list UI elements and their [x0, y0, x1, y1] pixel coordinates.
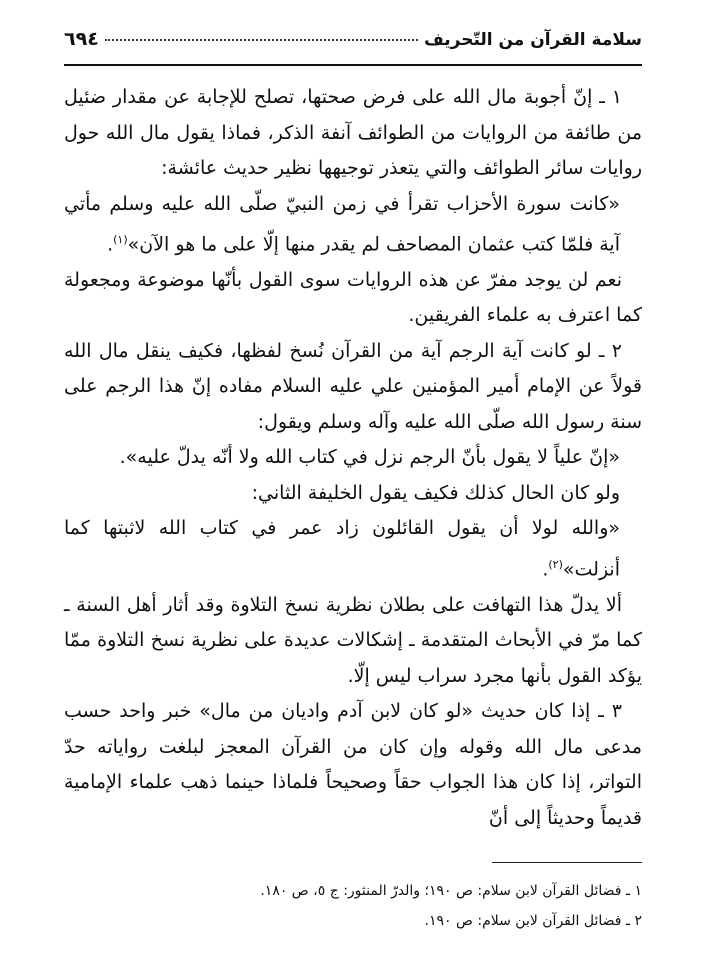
footnote-marker: (٢)	[548, 557, 563, 571]
paragraph-text: ولو كان الحال كذلك فكيف يقول الخليفة الثاني:	[251, 481, 620, 504]
paragraph	[64, 334, 642, 441]
page-number: ٦٩٤	[64, 28, 99, 50]
paragraph-text: «والله لولا أن يقول القائلون زاد عمر في كتاب الله لاثبتها كما أنزلت»	[64, 517, 620, 581]
footnote: ١ ـ فضائل القرآن لابن سلام: ص ١٩٠؛ والدرّ المنثور: ج ٥، ص ١٨٠.	[260, 883, 642, 899]
running-header	[64, 28, 642, 58]
running-title: سلامة القرآن من التّحريف	[423, 30, 642, 50]
paragraph-text: نعم لن يوجد مفرّ عن هذه الروايات سوى القول بأنّها موضوعة ومجعولة كما اعترف به علماء الفريقين.	[64, 268, 642, 327]
paragraph-text: ١ ـ إنّ أجوبة مال الله على فرض صحتها، تصلح للإجابة عن مقدار ضئيل من طائفة من الروايات من الطوائف آنفة الذكر، فماذا يقول مال الله حول روايات سائر الطوائف والتي يتعذر توجيهها نظير حديث عائشة:	[64, 86, 642, 179]
paragraph	[64, 187, 642, 263]
header-rule	[64, 64, 642, 66]
paragraph	[64, 263, 642, 334]
footnote-marker: (١)	[113, 233, 128, 246]
paragraph-text: ألا يدلّ هذا التهافت على بطلان نظرية نسخ التلاوة وقد أثار أهل السنة ـ كما مرّ في الأبحاث المتقدمة ـ إشكالات عديدة على نظرية نسخ التلاوة ممّا يؤكد القول بأنها مجرد سراب ليس إلّا.	[64, 593, 642, 687]
paragraph-tail: .	[542, 558, 549, 581]
paragraph-text: ٢ ـ لو كانت آية الرجم آية من القرآن نُسخ لفظها، فكيف ينقل مال الله قولاً عن الإمام أمير المؤمنين علي عليه السلام مفاده إنّ هذا الرجم على سنة رسول الله صلّى الله عليه وآله وسلم ويقول:	[64, 339, 642, 433]
paragraph	[64, 476, 642, 512]
paragraph	[64, 588, 642, 695]
paragraph	[64, 80, 642, 187]
paragraph-tail: .	[107, 233, 114, 256]
paragraph-text: «كانت سورة الأحزاب تقرأ في زمن النبيّ صلّى الله عليه وسلم مأتي آية فلمّا كتب عثمان المصاحف لم يقدر منها إلّا على ما هو الآن»	[64, 192, 620, 256]
paragraph	[64, 694, 642, 836]
paragraph	[64, 511, 642, 587]
paragraph	[64, 440, 642, 476]
footnote-separator	[492, 862, 642, 863]
paragraph-text: ٣ ـ إذا كان حديث «لو كان لابن آدم واديان من مال» خبر واحد حسب مدعى مال الله وقوله وإن كان من القرآن المعجز لبلغت رواياته حدّ التواتر، إذا كان هذا الجواب حقاً وصحيحاً فلماذا حينما ذهب علماء الإمامية قديماً وحديثاً إلى أنّ	[64, 700, 642, 829]
footnote: ٢ ـ فضائل القرآن لابن سلام: ص ١٩٠.	[424, 913, 642, 929]
paragraph-text: «إنّ علياً لا يقول بأنّ الرجم نزل في كتاب الله ولا أنّه يدلّ عليه».	[119, 446, 620, 469]
header-dot-leader	[105, 39, 418, 41]
main-text	[64, 80, 642, 836]
footnotes	[64, 876, 642, 936]
